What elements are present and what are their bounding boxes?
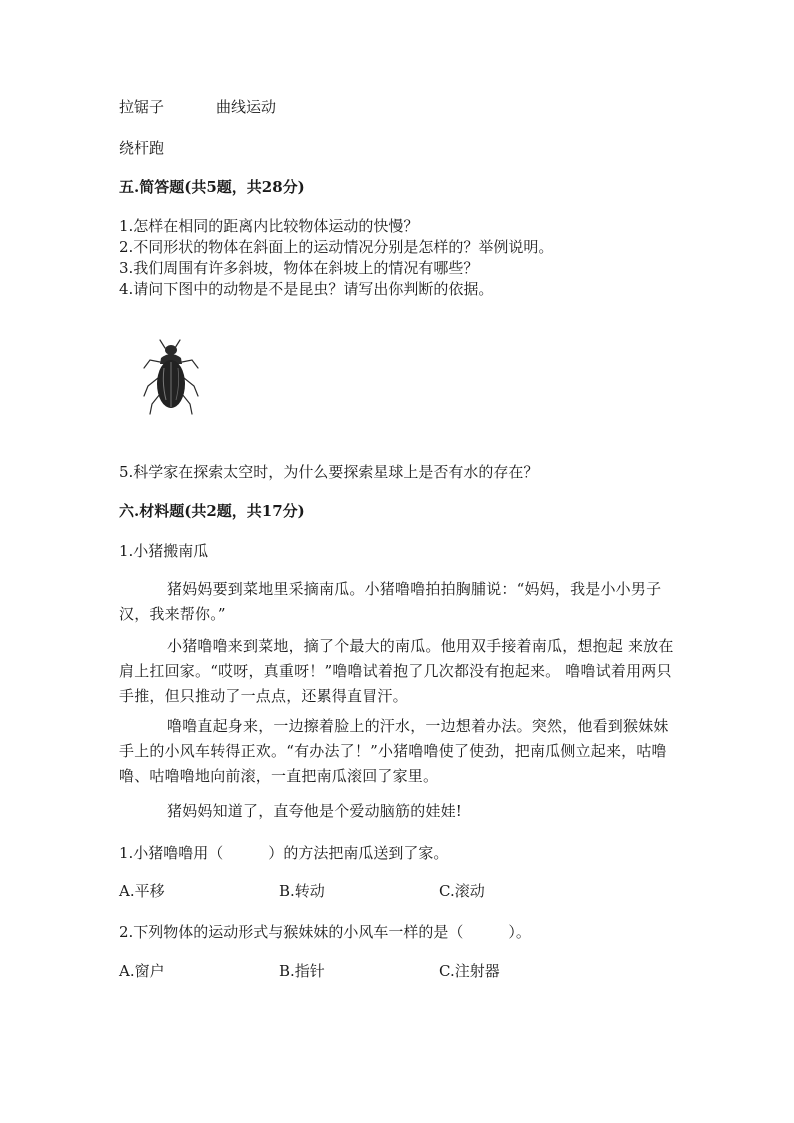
sub-question-1: 1.小猪噜噜用（ ）的方法把南瓜送到了家。 (119, 844, 449, 862)
section5-title: 五.简答题(共5题，共28分) (119, 178, 305, 196)
option-1a: A.平移 (119, 882, 165, 900)
story-title: 1.小猪搬南瓜 (119, 542, 209, 560)
question-5: 5.科学家在探索太空时，为什么要探索星球上是否有水的存在？ (119, 463, 539, 481)
option-1c: C.滚动 (439, 882, 485, 900)
story-paragraph-1: 猪妈妈要到菜地里采摘南瓜。小猪噜噜拍拍胸脯说：“妈妈，我是小小男子汉，我来帮你。” (119, 580, 662, 623)
option-2a: A.窗户 (119, 962, 165, 980)
question-4: 4.请问下图中的动物是不是昆虫？请写出你判断的依据。 (119, 280, 494, 298)
option-2c: C.注射器 (439, 962, 500, 980)
question-2: 2.不同形状的物体在斜面上的运动情况分别是怎样的？举例说明。 (119, 238, 554, 256)
option-2b: B.指针 (279, 962, 325, 980)
item-pole-run: 绕杆跑 (119, 139, 165, 157)
beetle-illustration (140, 338, 202, 418)
item-saw: 拉锯子 (119, 98, 165, 116)
question-3: 3.我们周围有许多斜坡，物体在斜坡上的情况有哪些？ (119, 259, 479, 277)
sub-question-2: 2.下列物体的运动形式与猴妹妹的小风车一样的是（ ）。 (119, 923, 531, 941)
item-curve-motion: 曲线运动 (216, 98, 277, 116)
question-1: 1.怎样在相同的距离内比较物体运动的快慢？ (119, 217, 419, 235)
story-paragraph-2: 小猪噜噜来到菜地，摘了个最大的南瓜。他用双手接着南瓜，想抱起 来放在肩上扛回家。“哎呀，真重呀！”噜噜试着抱了几次都没有抱起来。 噜噜试着用两只手推，但只推动了一点点，还累得直冒汗。 (119, 637, 674, 705)
story-paragraph-4: 猪妈妈知道了，直夸他是个爱动脑筋的娃娃! (167, 802, 463, 820)
story-paragraph-3: 噜噜直起身来，一边擦着脸上的汗水，一边想着办法。突然，他看到猴妹妹手上的小风车转得正欢。“有办法了！”小猪噜噜使了使劲，把南瓜侧立起来，咕噜噜、咕噜噜地向前滚，一直把南瓜滚回了家里。 (119, 717, 669, 785)
option-1b: B.转动 (279, 882, 325, 900)
section6-title: 六.材料题(共2题，共17分) (119, 502, 305, 520)
